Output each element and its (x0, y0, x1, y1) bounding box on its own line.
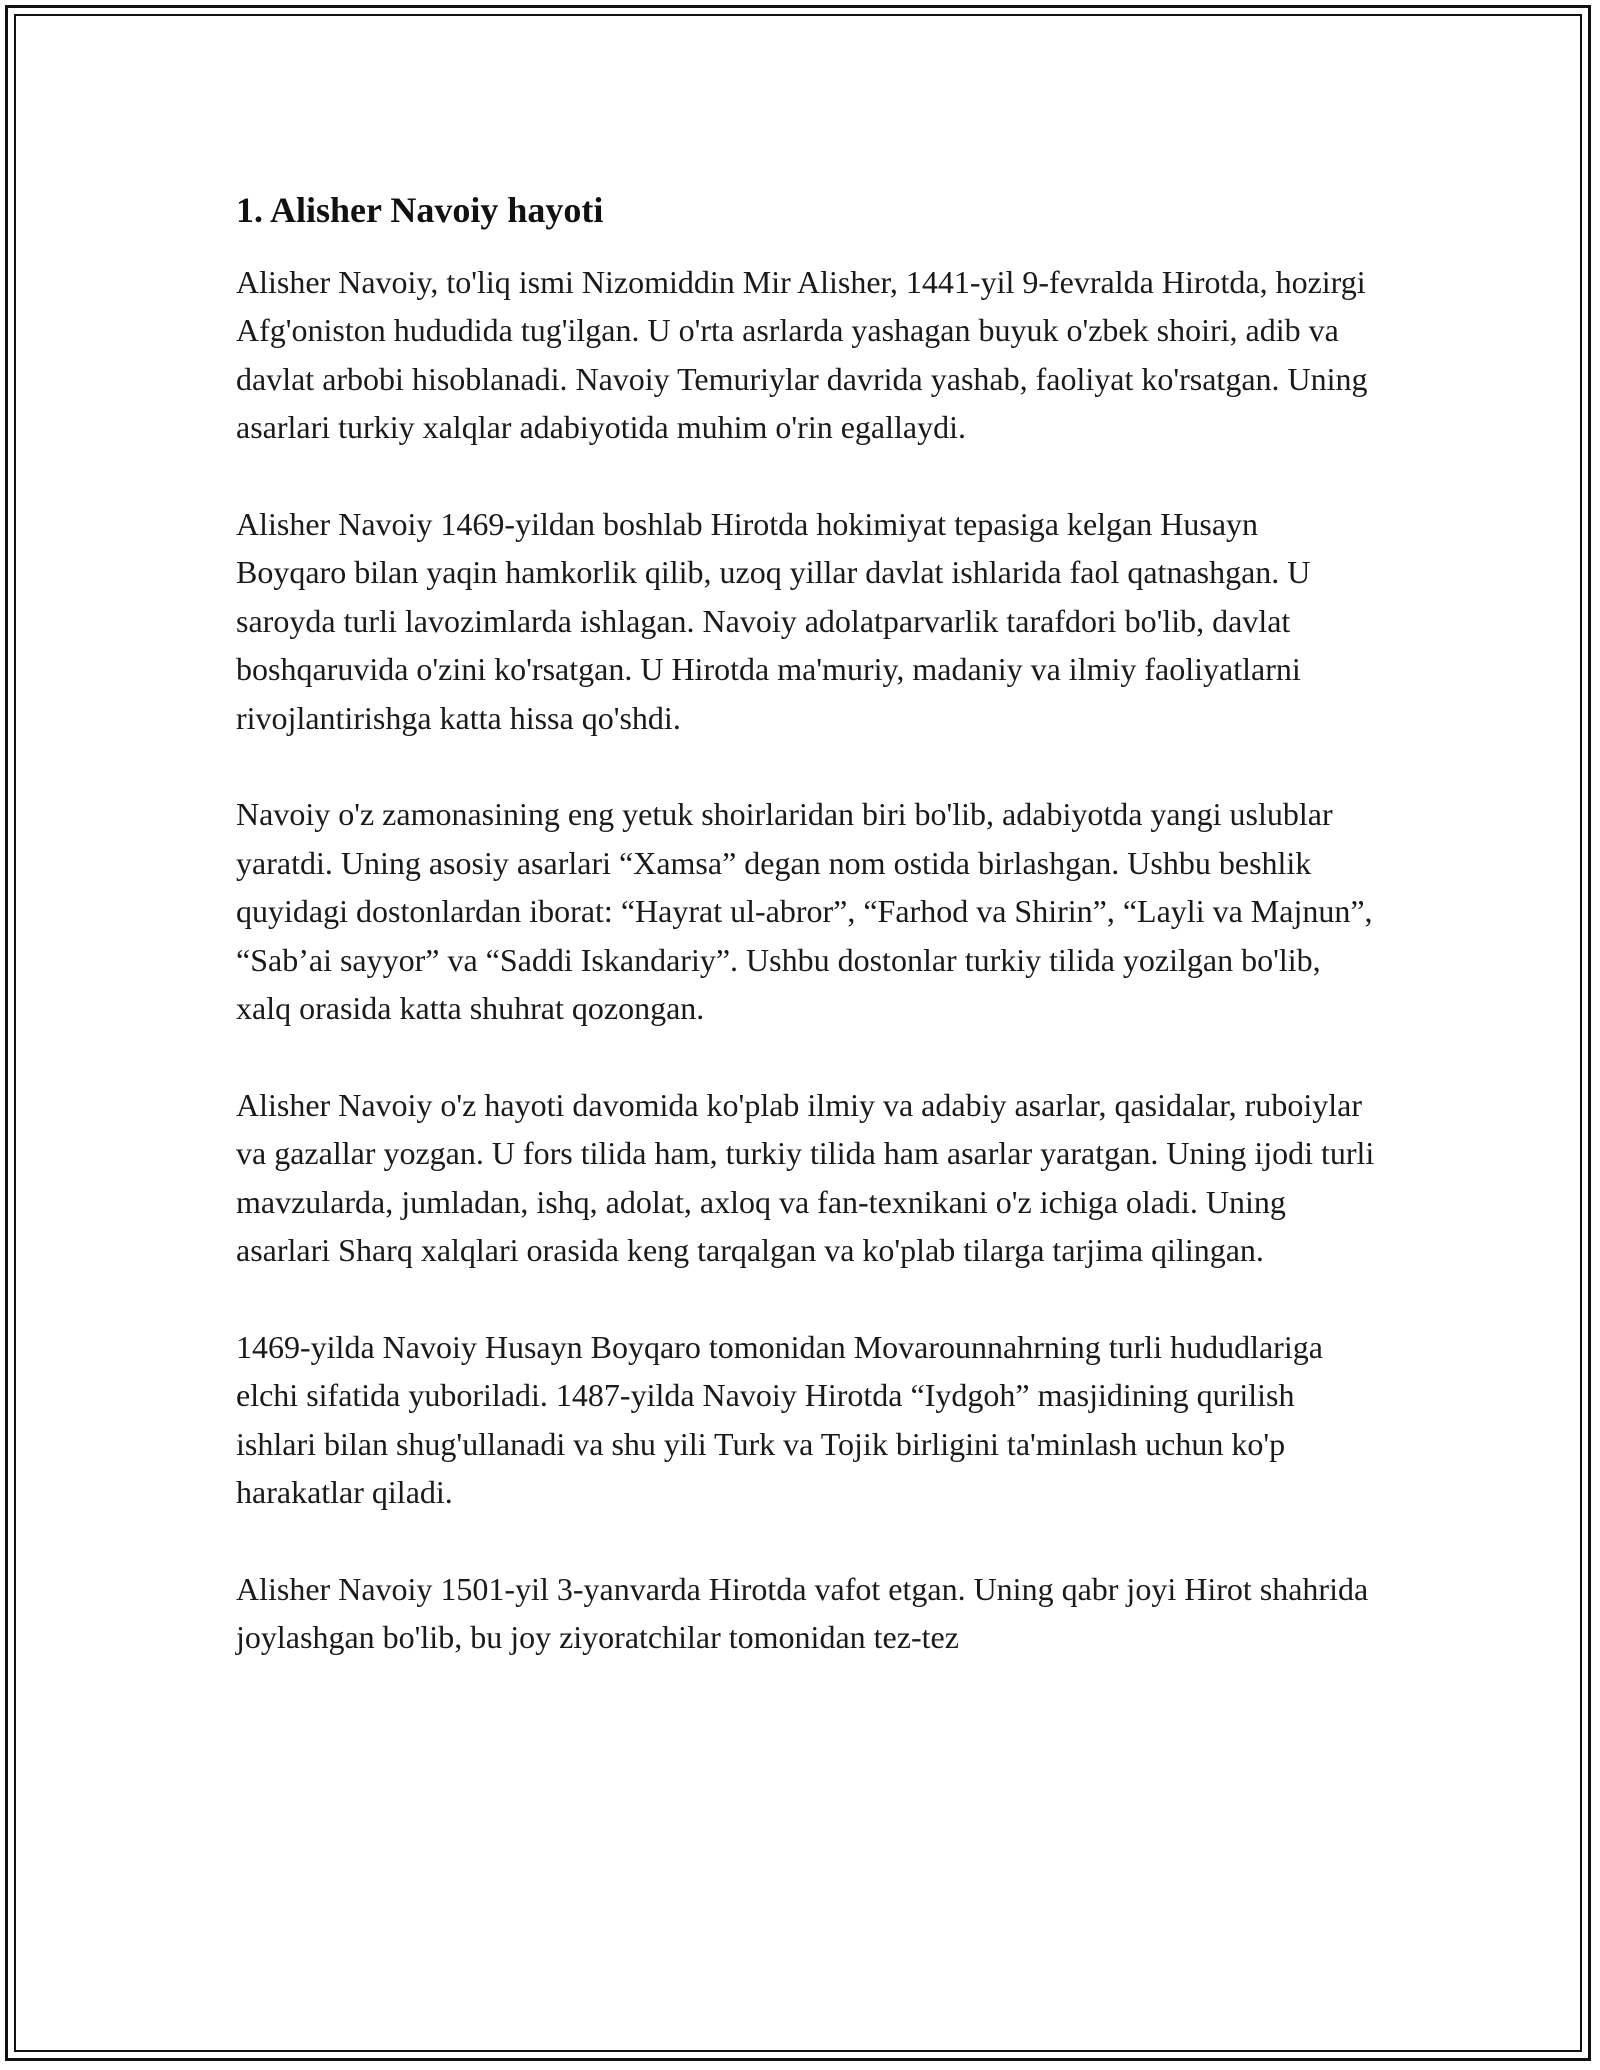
paragraph-envoy: 1469-yilda Navoiy Husayn Boyqaro tomonidan Movarounnahrning turli hududlariga elchi sifatida yuboriladi. 1487-yilda Navoiy Hirotda “Iydgoh” masjidining qurilish ishlari bilan shug'ullanadi va shu yili Turk va Tojik birligini ta'minlash uchun ko'p harakatlar qiladi. (236, 1328, 1323, 1511)
paragraph-works: Alisher Navoiy o'z hayoti davomida ko'plab ilmiy va adabiy asarlar, qasidalar, ruboiylar va gazallar yozgan. U fors tilida ham, turkiy tilida ham asarlar yaratgan. Uning ijodi turli mavzularda, jumladan, ishq, adolat, axloq va fan-texnikani o'z ichiga oladi. Uning asarlari Sharq xalqlari orasida keng tarqalgan va ko'plab tilarga tarjima qilingan. (236, 1086, 1375, 1269)
paragraph-state-service: Alisher Navoiy 1469-yildan boshlab Hirotda hokimiyat tepasiga kelgan Husayn Boyqaro bilan yaqin hamkorlik qilib, uzoq yillar davlat ishlarida faol qatnashgan. U saroyda turli lavozimlarda ishlagan. Navoiy adolatparvarlik tarafdori bo'lib, davlat boshqaruvida o'zini ko'rsatgan. U Hirotda ma'muriy, madaniy va ilmiy faoliyatlarni rivojlantirishga katta hissa qo'shdi. (236, 506, 1311, 736)
section-heading: 1. Alisher Navoiy hayoti (236, 190, 604, 230)
paragraph-death: Alisher Navoiy 1501-yil 3-yanvarda Hirotda vafot etgan. Uning qabr joyi Hirot shahrida joylashgan bo'lib, bu joy ziyoratchilar tomonidan tez-tez (236, 1570, 1369, 1656)
paragraph-birth: Alisher Navoiy, to'liq ismi Nizomiddin Mir Alisher, 1441-yil 9-fevralda Hirotda, hozirgi Afg'oniston hududida tug'ilgan. U o'rta asrlarda yashagan buyuk o'zbek shoiri, adib va davlat arbobi hisoblanadi. Navoiy Temuriylar davrida yashab, faoliyat ko'rsatgan. Uning asarlari turkiy xalqlar adabiyotida muhim o'rin egallaydi. (236, 264, 1368, 446)
document-body (236, 186, 1376, 1662)
paragraph-khamsa: Navoiy o'z zamonasining eng yetuk shoirlaridan biri bo'lib, adabiyotda yangi uslublar yaratdi. Uning asosiy asarlari “Xamsa” degan nom ostida birlashgan. Ushbu beshlik quyidagi dostonlardan iborat: “Hayrat ul-abror”, “Farhod va Shirin”, “Layli va Majnun”, “Sab’ai sayyor” va “Saddi Iskandariy”. Ushbu dostonlar turkiy tilida yozilgan bo'lib, xalq orasida katta shuhrat qozongan. (236, 796, 1373, 1027)
